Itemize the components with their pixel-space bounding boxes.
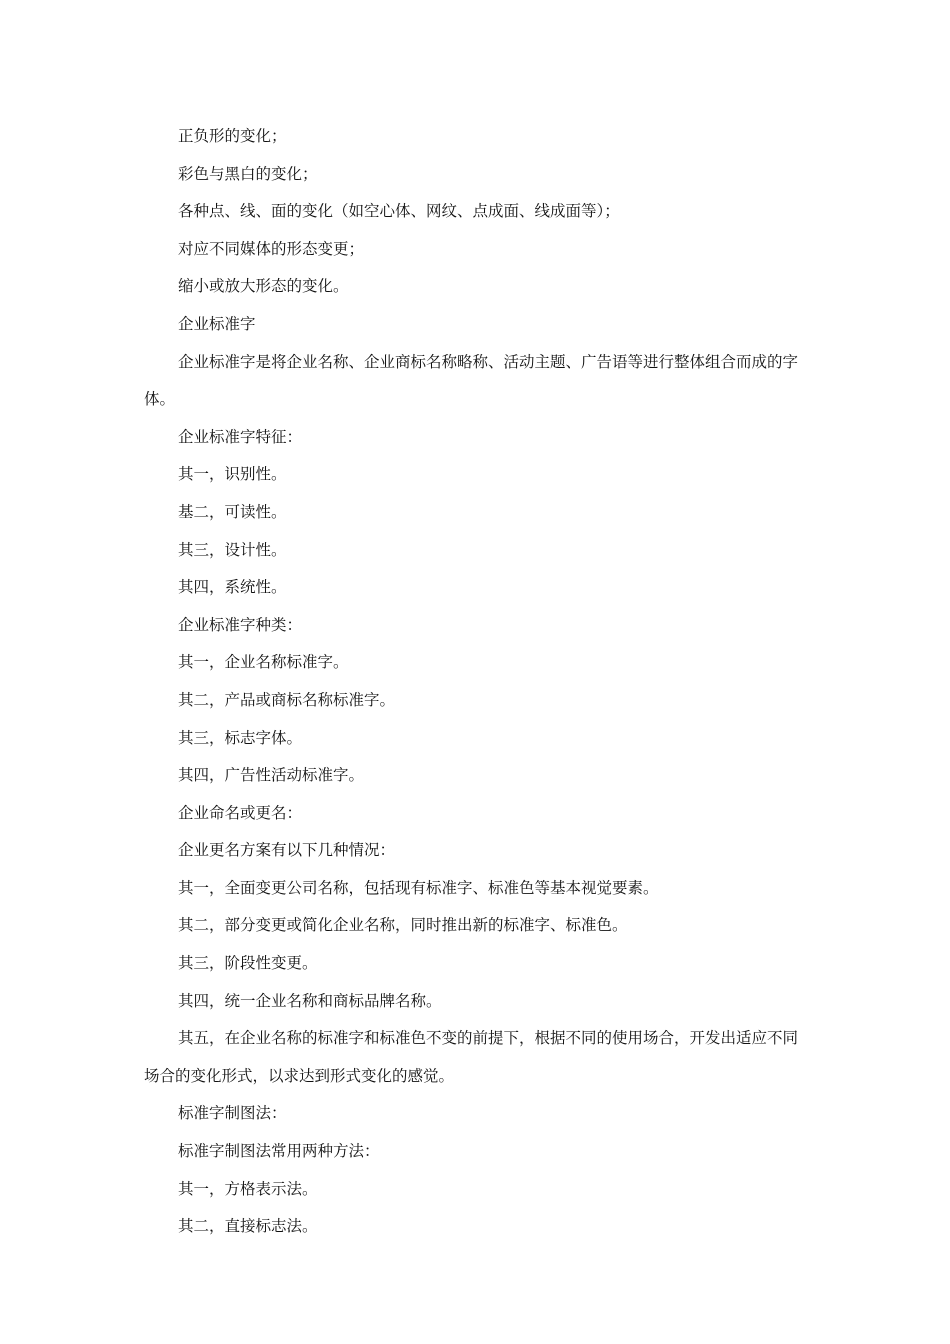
paragraph: 对应不同媒体的形态变更； [178,239,365,258]
section-heading: 企业标准字特征： [178,427,303,446]
paragraph: 彩色与黑白的变化； [178,164,318,183]
list-item: 其一，企业名称标准字。 [178,653,349,672]
list-item: 其一，全面变更公司名称，包括现有标准字、标准色等基本视觉要素。 [178,878,659,897]
paragraph: 企业标准字是将企业名称、企业商标名称略称、活动主题、广告语等进行整体组合而成的字体。 [144,352,799,409]
list-item: 其一，识别性。 [178,465,287,484]
list-item: 其二，产品或商标名称标准字。 [178,690,396,709]
paragraph: 标准字制图法常用两种方法： [178,1142,380,1161]
paragraph: 正负形的变化； [178,127,287,145]
list-item: 其三，设计性。 [178,540,287,559]
section-heading: 企业标准字种类： [178,615,303,634]
list-item: 其三，阶段性变更。 [178,954,318,973]
list-item: 其四，广告性活动标准字。 [178,766,365,785]
paragraph: 企业更名方案有以下几种情况： [178,841,396,860]
paragraph: 缩小或放大形态的变化。 [178,277,349,296]
paragraph: 各种点、线、面的变化（如空心体、网纹、点成面、线成面等）； [178,202,620,221]
list-item: 其一，方格表示法。 [178,1179,318,1198]
document-body [144,118,812,1246]
list-item: 其二，部分变更或简化企业名称，同时推出新的标准字、标准色。 [178,916,628,935]
list-item: 其四，系统性。 [178,578,287,597]
list-item: 其三，标志字体。 [178,728,303,747]
section-heading: 企业标准字 [178,314,256,333]
list-item: 其四，统一企业名称和商标品牌名称。 [178,991,442,1010]
list-item: 其二，直接标志法。 [178,1217,318,1236]
section-heading: 企业命名或更名： [178,803,303,822]
list-item: 其五，在企业名称的标准字和标准色不变的前提下，根据不同的使用场合，开发出适应不同场合的变化形式，以求达到形式变化的感觉。 [144,1029,799,1085]
section-heading: 标准字制图法： [178,1104,287,1123]
list-item: 基二，可读性。 [178,502,287,521]
